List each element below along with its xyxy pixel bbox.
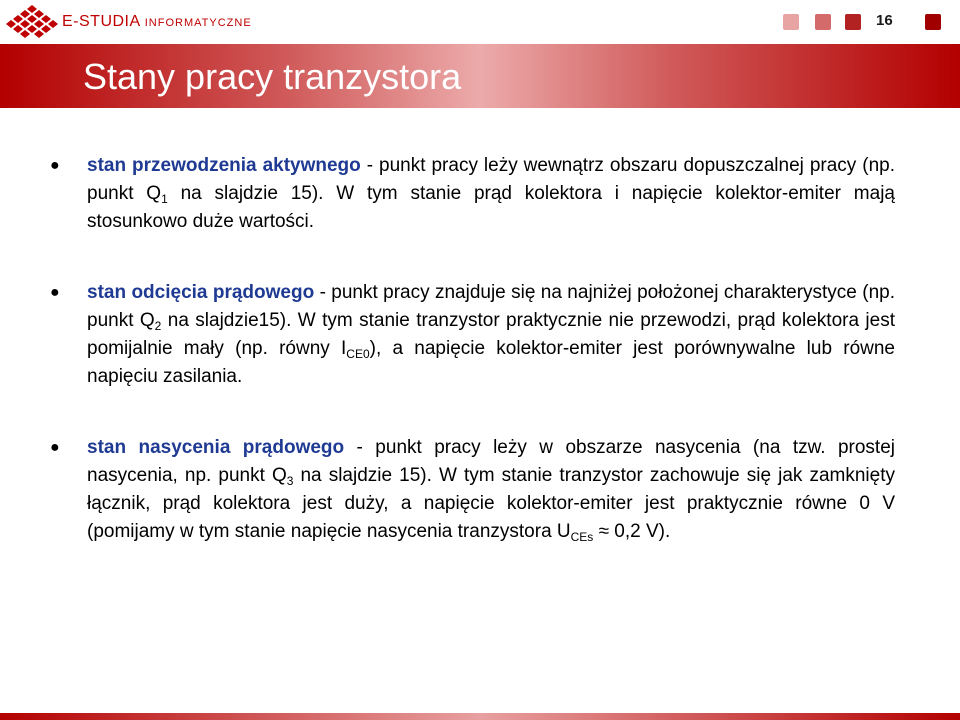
e-studia-logo xyxy=(6,4,58,40)
slide-title: Stany pracy tranzystora xyxy=(83,56,462,97)
square-medium xyxy=(815,14,831,30)
list-item xyxy=(50,279,895,391)
brand-name xyxy=(62,13,252,31)
square-dark xyxy=(845,14,861,30)
item-text: na slajdzie15). W tym stanie tranzystor praktycznie nie przewodzi, prąd kolektora jest pomijalnie mały (np. równy I xyxy=(87,310,895,359)
square-darkest xyxy=(925,14,941,30)
subscript: 1 xyxy=(161,192,168,206)
subscript: CEs xyxy=(570,530,594,544)
bullet-icon: ● xyxy=(50,439,60,456)
footer-line xyxy=(0,713,960,720)
item-text: - punkt pracy znajduje się na najniżej położonej charakterystyce (np. punkt Q xyxy=(87,282,895,331)
bullet-icon: ● xyxy=(50,157,60,174)
term: stan nasycenia prądowego xyxy=(87,437,345,458)
subscript: CE0 xyxy=(346,347,370,361)
item-text: - punkt pracy leży wewnątrz obszaru dopuszczalnej pracy (np. punkt Q xyxy=(87,155,895,204)
term: stan odcięcia prądowego xyxy=(87,282,315,303)
brand-main: E-STUDIA xyxy=(62,13,140,30)
header-bar xyxy=(0,0,960,44)
subscript: 3 xyxy=(286,474,294,488)
slide-content xyxy=(50,152,895,546)
subscript: 2 xyxy=(154,319,162,333)
item-text: ≈ 0,2 V). xyxy=(593,521,671,542)
item-text: - punkt pracy leży w obszarze nasycenia (na tzw. prostej nasycenia, np. punkt Q xyxy=(87,437,895,486)
item-text: na slajdzie 15). W tym stanie tranzystor zachowuje się jak zamknięty łącznik, prąd kolektora jest duży, a napięcie kolektor-emiter jest praktycznie równe 0 V (pomijamy w tym stanie napięcie nasycenia tranzystora U xyxy=(87,465,896,542)
list-item xyxy=(50,152,895,236)
brand-sub: INFORMATYCZNE xyxy=(144,17,252,29)
item-text: na slajdzie 15). W tym stanie prąd kolektora i napięcie kolektor-emiter mają stosunkowo duże wartości. xyxy=(87,183,895,232)
item-text: ), a napięcie kolektor-emiter jest porównywalne lub równe napięciu zasilania. xyxy=(87,338,895,387)
square-light xyxy=(783,14,799,30)
slide-number: 16 xyxy=(876,12,893,29)
list-item xyxy=(50,434,895,546)
term: stan przewodzenia aktywnego xyxy=(87,155,361,176)
bullet-icon: ● xyxy=(50,284,60,301)
